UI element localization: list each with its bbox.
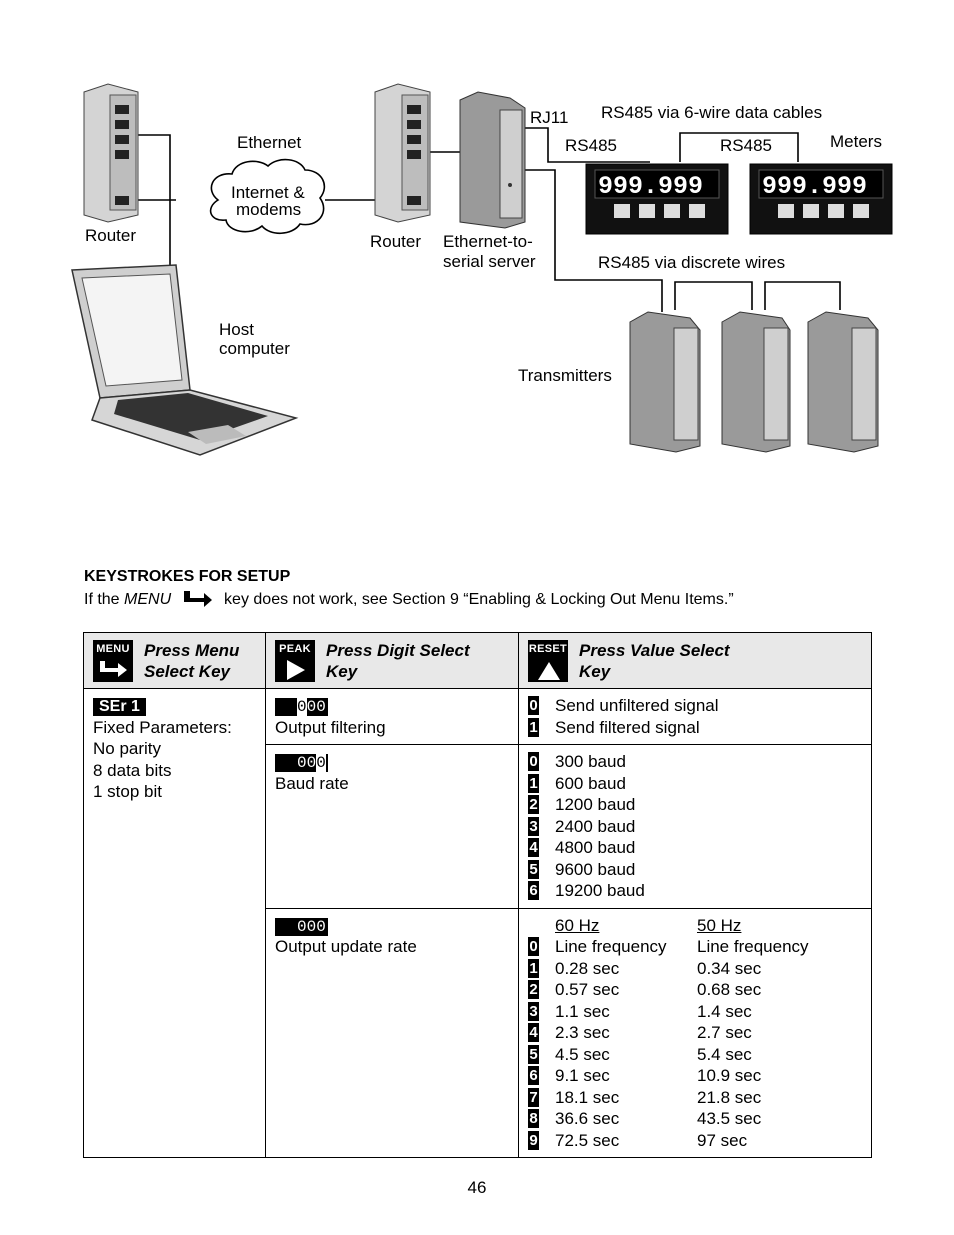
menu-line: 1 stop bit	[93, 782, 162, 801]
rj11-label: RJ11	[530, 108, 569, 127]
peak-key-icon: PEAK	[275, 640, 315, 682]
list-item: 1 Send filtered signal	[529, 717, 700, 737]
value-cell-baud	[519, 745, 872, 909]
list-item: 7 18.1 sec 21.8 sec	[529, 1087, 762, 1107]
header-peak-line2: Key	[326, 662, 358, 681]
rs485-label-b: RS485	[720, 136, 772, 155]
value-cell-update-rate	[519, 908, 872, 1158]
header-menu-key	[84, 633, 266, 689]
rs485-label-a: RS485	[565, 136, 617, 155]
list-item: 3 2400 baud	[529, 816, 636, 836]
list-item: 0 Line frequency Line frequency	[529, 937, 809, 956]
display-filtering: 000	[275, 698, 328, 716]
discrete-wires-label: RS485 via discrete wires	[598, 253, 786, 272]
serial-server-device	[460, 92, 525, 228]
menu-column-cell	[84, 689, 266, 1158]
host-computer-device	[72, 265, 296, 455]
rs485-cables-label: RS485 via 6-wire data cables	[601, 103, 823, 122]
menu-line: Fixed Parameters:	[93, 717, 232, 737]
meter-buttons	[614, 204, 869, 218]
router-right-label: Router	[370, 232, 422, 251]
list-item: 2 0.57 sec 0.68 sec	[529, 980, 762, 999]
meter-2-display: 999.999	[762, 172, 868, 201]
filtering-label: Output filtering	[275, 717, 386, 737]
header-reset-key	[519, 633, 872, 689]
col-head-60hz: 60 Hz	[555, 915, 600, 935]
meter-1-display: 999.999	[598, 172, 704, 201]
table-header-row	[84, 633, 872, 689]
cloud-label-line1: Internet &	[231, 183, 305, 202]
digit-cell-filtering	[266, 689, 519, 745]
display-baud: 000	[275, 754, 328, 772]
list-item: 6 19200 baud	[529, 881, 645, 900]
list-item: 9 72.5 sec 97 sec	[529, 1130, 748, 1150]
intro-suffix: key does not work, see Section 9 “Enabling & Locking Out Menu Items.”	[224, 591, 734, 608]
menu-key-icon: MENU	[93, 640, 133, 682]
intro-prefix: If the	[84, 591, 125, 608]
header-menu-line2: Select Key	[144, 662, 230, 681]
update-rate-label: Output update rate	[275, 937, 417, 956]
list-item: 2 1200 baud	[529, 795, 636, 814]
server-label-line2: serial server	[443, 252, 536, 271]
transmitter-2-device	[722, 312, 790, 452]
intro-text	[84, 589, 734, 609]
list-item: 0 Send unfiltered signal	[529, 696, 719, 715]
list-item: 0 300 baud	[529, 752, 626, 771]
menu-arrow-icon	[182, 589, 214, 607]
host-label-line2: computer	[219, 339, 290, 358]
list-item: 3 1.1 sec 1.4 sec	[529, 1001, 752, 1021]
table-row	[84, 689, 872, 745]
host-label-line1: Host	[219, 320, 254, 339]
list-item: 1 0.28 sec 0.34 sec	[529, 958, 762, 978]
section-heading: KEYSTROKES FOR SETUP	[84, 568, 291, 585]
router-left-device	[84, 84, 138, 222]
transmitter-1-device	[630, 312, 700, 452]
ser1-badge: SEr 1	[93, 698, 146, 716]
reset-key-icon: RESET	[528, 640, 568, 682]
header-reset-line1: Press Value Select	[579, 641, 730, 660]
menu-line: No parity	[93, 739, 162, 758]
list-item: 4 2.3 sec 2.7 sec	[529, 1023, 752, 1042]
baud-label: Baud rate	[275, 773, 349, 793]
menu-line: 8 data bits	[93, 760, 172, 780]
intro-menu-word: MENU	[124, 591, 172, 608]
list-item: 4 4800 baud	[529, 838, 636, 857]
list-item: 5 4.5 sec 5.4 sec	[529, 1044, 752, 1064]
server-label-line1: Ethernet-to-	[443, 232, 533, 251]
page-number: 46	[467, 1178, 487, 1197]
digit-cell-baud	[266, 745, 519, 909]
header-menu-line1: Press Menu	[144, 641, 240, 660]
cloud-label-line2: modems	[236, 200, 302, 219]
display-update-rate: 000	[275, 918, 328, 936]
digit-cell-update-rate	[266, 908, 519, 1158]
network-diagram	[0, 0, 954, 470]
meters-label: Meters	[830, 132, 882, 151]
header-peak-key	[266, 633, 519, 689]
col-head-50hz: 50 Hz	[697, 915, 742, 935]
router-left-label: Router	[85, 226, 137, 245]
value-cell-filtering	[519, 689, 872, 745]
transmitter-3-device	[808, 312, 878, 452]
header-peak-line1: Press Digit Select	[326, 641, 470, 660]
column-headers	[528, 915, 862, 937]
router-right-device	[375, 84, 430, 222]
list-item: 1 600 baud	[529, 773, 626, 793]
list-item: 6 9.1 sec 10.9 sec	[529, 1066, 762, 1085]
list-item: 5 9600 baud	[529, 859, 636, 879]
list-item: 8 36.6 sec 43.5 sec	[529, 1109, 762, 1128]
header-reset-line2: Key	[579, 662, 611, 681]
keystroke-table	[83, 632, 872, 1158]
transmitters-label: Transmitters	[518, 366, 612, 385]
ethernet-label: Ethernet	[237, 133, 302, 152]
